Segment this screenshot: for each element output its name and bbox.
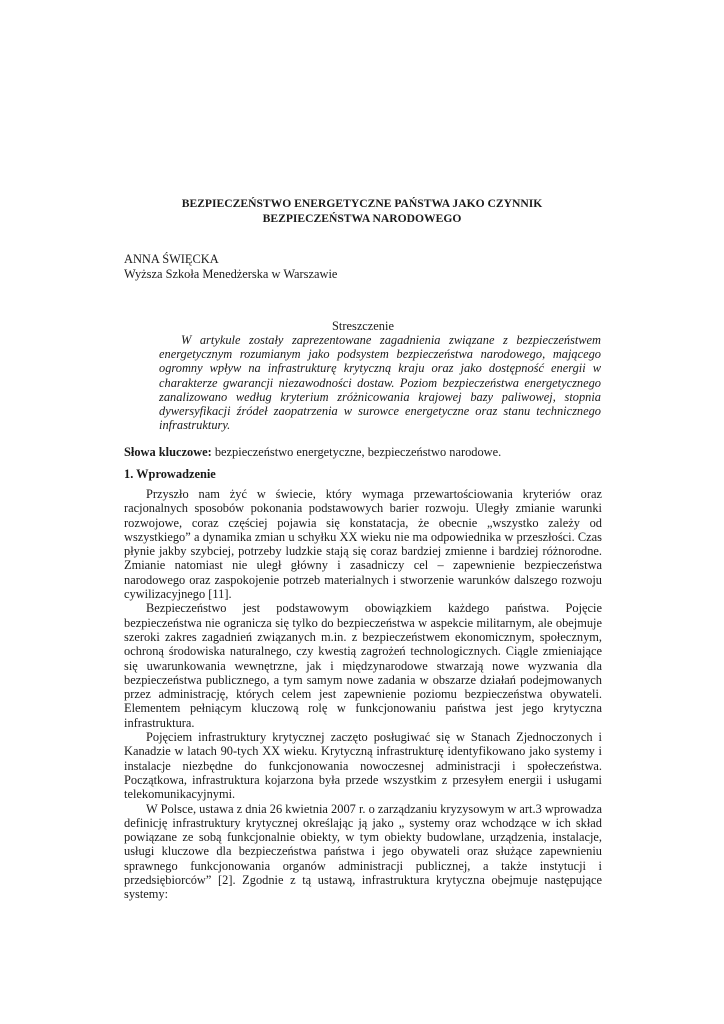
section-heading: 1. Wprowadzenie [124, 467, 216, 481]
paragraph: Bezpieczeństwo jest podstawowym obowiązkiem każdego państwa. Pojęcie bezpieczeństwa nie ogranicza się tylko do bezpieczeństwa w aspekcie militarnym, ale obejmuje szeroki zakres zagadnień związanych m.in. z bezpieczeństwem ekonomicznym, społecznym, ochroną środowiska naturalnego, czy kwestią zagrożeń technologicznych. Ciągle zmieniające się uwarunkowania wewnętrzne, jak i międzynarodowe stwarzają nowe wyzwania dla bezpieczeństwa publicznego, a tym samym nowe zadania w obszarze działań podejmowanych przez administrację, których celem jest zapewnienie poziomu bezpieczeństwa obywateli. Elementem pełniącym kluczową rolę w funkcjonowaniu państwa jest jego krytyczna infrastruktura. [124, 601, 602, 730]
keywords-text: bezpieczeństwo energetyczne, bezpieczeństwo narodowe. [211, 445, 502, 459]
paragraph: Przyszło nam żyć w świecie, który wymaga przewartościowania kryteriów oraz racjonalnych sposobów pokonania podstawowych barier rozwoju. Uległy zmianie warunki rozwojowe, coraz częściej pojawia się konstatacja, że obecnie „wszystko zależy od wszystkiego” a dynamika zmian u schyłku XX wieku nie ma odpowiednika w przeszłości. Czas płynie jakby szybciej, potrzeby ludzkie stają się coraz bardziej zmienne i bardziej różnorodne. Zmianie natomiast nie uległ główny i zasadniczy cel – zapewnienie bezpieczeństwa narodowego oraz zaspokojenie potrzeb materialnych i stworzenie warunków dalszego rozwoju cywilizacyjnego [11]. [124, 487, 602, 602]
author-block [124, 252, 604, 281]
body-text [124, 487, 602, 902]
author-name: ANNA ŚWIĘCKA [124, 252, 219, 266]
keywords-label: Słowa kluczowe: [124, 445, 212, 459]
article-title [110, 196, 614, 226]
keywords-line [124, 445, 604, 459]
title-line-2: BEZPIECZEŃSTWA NARODOWEGO [262, 212, 462, 225]
paragraph: W Polsce, ustawa z dnia 26 kwietnia 2007 r. o zarządzaniu kryzysowym w art.3 wprowadza definicję infrastruktury krytycznej określając ją jako „ systemy oraz wchodzące w ich skład powiązane ze sobą funkcjonalnie obiekty, w tym obiekty budowlane, urządzenia, instalacje, usługi kluczowe dla bezpieczeństwa państwa i jego obywateli oraz służące zapewnieniu sprawnego funkcjonowania organów administracji publicznej, a także instytucji i przedsiębiorców” [2]. Zgodnie z tą ustawą, infrastruktura krytyczna obejmuje następujące systemy: [124, 801, 602, 902]
abstract-text: W artykule zostały zaprezentowane zagadnienia związane z bezpieczeństwem energetycznym rozumianym jako podsystem bezpieczeństwa narodowego, mającego ogromny wpływ na infrastrukturę krytyczną kraju oraz jako dostępność energii w charakterze gwarancji niezawodności dostaw. Poziom bezpieczeństwa energetycznego zanalizowano według kryterium zróżnicowania krajowej bazy paliwowej, stopnia dywersyfikacji źródeł zaopatrzenia w surowce energetyczne oraz stanu technicznego infrastruktury. [159, 333, 601, 433]
abstract-heading: Streszczenie [332, 319, 394, 333]
title-line-1: BEZPIECZEŃSTWO ENERGETYCZNE PAŃSTWA JAKO CZYNNIK [181, 197, 543, 210]
author-affiliation: Wyższa Szkoła Menedżerska w Warszawie [124, 266, 338, 281]
paragraph: Pojęciem infrastruktury krytycznej zaczęto posługiwać się w Stanach Zjednoczonych i Kanadzie w latach 90-tych XX wieku. Krytyczną infrastrukturę identyfikowano jako systemy i instalacje niezbędne do funkcjonowania nowoczesnej administracji i społeczeństwa. Początkowa, infrastruktura kojarzona była przede wszystkim z przesyłem energii i usługami telekomunikacyjnymi. [124, 730, 602, 802]
